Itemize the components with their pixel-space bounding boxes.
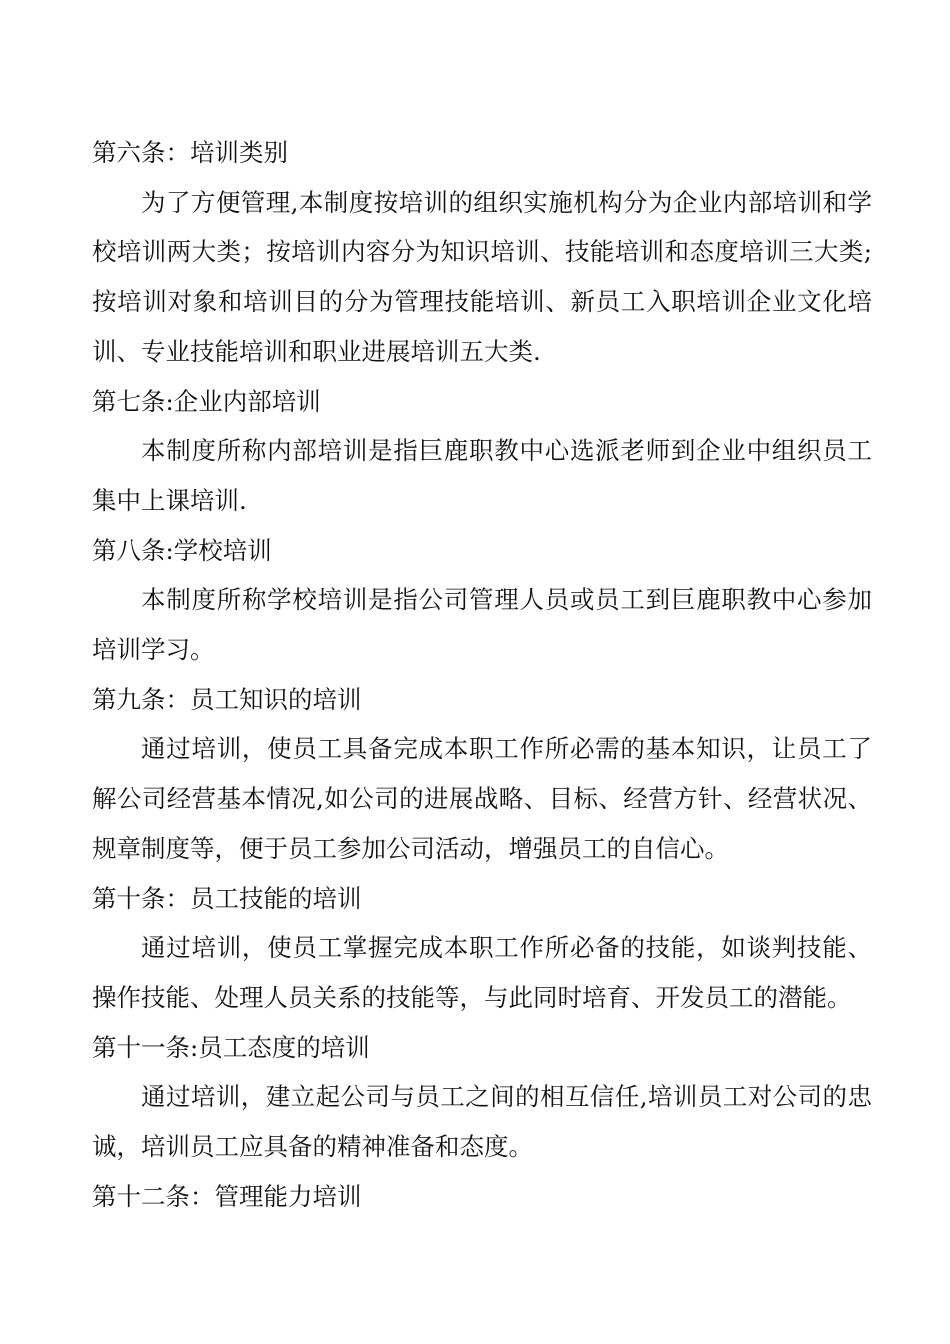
article-9-body: 通过培训，使员工具备完成本职工作所必需的基本知识，让员工了解公司经营基本情况,如公司的进展战略、目标、经营方针、经营状况、规章制度等，便于员工参加公司活动，增强员工的自信心。 — [92, 734, 872, 863]
document-content — [92, 128, 872, 1221]
article-12-title: 第十二条：管理能力培训 — [92, 1181, 362, 1211]
article-10-body: 通过培训，使员工掌握完成本职工作所必备的技能，如谈判技能、操作技能、处理人员关系的技能等，与此同时培育、开发员工的潜能。 — [92, 933, 872, 1012]
article-6-title: 第六条：培训类别 — [92, 138, 288, 167]
article-7-body: 本制度所称内部培训是指巨鹿职教中心选派老师到企业中组织员工集中上课培训. — [92, 436, 872, 515]
article-6-body: 为了方便管理,本制度按培训的组织实施机构分为企业内部培训和学校培训两大类；按培训内容分为知识培训、技能培训和态度培训三大类;按培训对象和培训目的分为管理技能培训、新员工入职培训企业文化培训、专业技能培训和职业进展培训五大类. — [92, 187, 872, 366]
article-11-title: 第十一条:员工态度的培训 — [92, 1032, 370, 1062]
article-11-body: 通过培训，建立起公司与员工之间的相互信任,培训员工对公司的忠诚，培训员工应具备的精神准备和态度。 — [92, 1082, 872, 1162]
article-8-body: 本制度所称学校培训是指公司管理人员或员工到巨鹿职教中心参加培训学习。 — [92, 585, 872, 665]
article-10-title: 第十条：员工技能的培训 — [92, 883, 362, 913]
article-9-title: 第九条：员工知识的培训 — [92, 684, 362, 714]
article-7-title: 第七条:企业内部培训 — [92, 386, 321, 416]
article-8-title: 第八条:学校培训 — [92, 535, 272, 565]
